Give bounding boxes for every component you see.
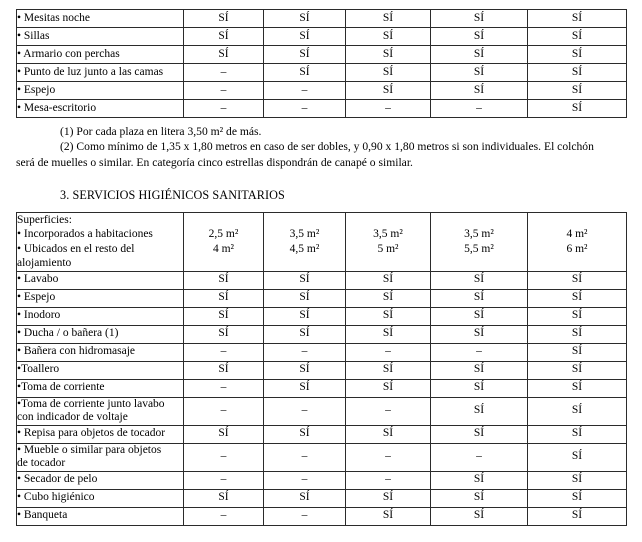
- row-label-line2: con indicador de voltaje: [17, 411, 128, 424]
- surface-incorporated-value: 3,5 m²: [464, 228, 494, 241]
- row-label: •Toallero: [17, 361, 184, 379]
- row-label: • Ducha / o bañera (1): [17, 325, 184, 343]
- surface-incorporated-value: 3,5 m²: [289, 228, 320, 241]
- surface-incorporated-value: 3,5 m²: [373, 228, 403, 241]
- row-value: SÍ: [184, 10, 264, 28]
- row-value: SÍ: [346, 307, 431, 325]
- row-value: –: [346, 471, 431, 489]
- row-value: SÍ: [431, 307, 528, 325]
- surface-elsewhere-value: 4 m²: [212, 242, 235, 255]
- row-value: SÍ: [528, 379, 627, 397]
- row-value: SÍ: [184, 489, 264, 507]
- row-value: –: [184, 507, 264, 525]
- row-value: SÍ: [431, 425, 528, 443]
- row-label: • Sillas: [17, 28, 184, 46]
- table-row: [17, 307, 627, 325]
- row-label: • Cubo higiénico: [17, 489, 184, 507]
- row-value: SÍ: [431, 507, 528, 525]
- row-value: –: [264, 397, 346, 425]
- row-value: SÍ: [528, 361, 627, 379]
- row-value: SÍ: [346, 289, 431, 307]
- row-value: –: [346, 443, 431, 471]
- table-row: [17, 46, 627, 64]
- row-label: • Secador de pelo: [17, 471, 184, 489]
- row-value: SÍ: [264, 325, 346, 343]
- surfaces-value-cell: [528, 213, 627, 272]
- footnote-2-line1: (2) Como mínimo de 1,35 x 1,80 metros en caso de ser dobles, y 0,90 x 1,80 metros si son individuales. El colchón: [60, 140, 594, 154]
- row-value: –: [431, 100, 528, 118]
- row-label: • Bañera con hidromasaje: [17, 343, 184, 361]
- table-row: [17, 507, 627, 525]
- table-row: [17, 471, 627, 489]
- row-value: SÍ: [528, 46, 627, 64]
- row-value: SÍ: [264, 271, 346, 289]
- surface-elsewhere-value: 6 m²: [566, 242, 588, 255]
- row-value: SÍ: [264, 489, 346, 507]
- row-value: –: [431, 443, 528, 471]
- row-value: –: [184, 379, 264, 397]
- surfaces-value-cell: [346, 213, 431, 272]
- row-value: SÍ: [431, 397, 528, 425]
- row-value: SÍ: [264, 289, 346, 307]
- surface-elsewhere-value: 4,5 m²: [289, 242, 320, 255]
- row-value: –: [184, 100, 264, 118]
- furniture-table-body: [17, 10, 627, 118]
- row-label-line2: de tocador: [17, 457, 66, 470]
- row-value: –: [346, 343, 431, 361]
- row-value: SÍ: [264, 425, 346, 443]
- row-label: •Toma de corriente: [17, 379, 184, 397]
- row-value: SÍ: [264, 64, 346, 82]
- surfaces-sublabel-elsewhere: • Ubicados en el resto del: [17, 242, 135, 255]
- table-row: [17, 100, 627, 118]
- table-row: [17, 325, 627, 343]
- surface-incorporated-value: 2,5 m²: [208, 228, 239, 241]
- row-value: SÍ: [346, 46, 431, 64]
- footnote-2-line2: será de muelles o similar. En categoría cinco estrellas dispondrán de canapé o similar.: [16, 155, 413, 169]
- row-value: SÍ: [431, 471, 528, 489]
- row-label: [17, 397, 184, 425]
- row-value: –: [264, 471, 346, 489]
- surface-elsewhere-value: 5,5 m²: [464, 242, 494, 255]
- row-value: SÍ: [184, 361, 264, 379]
- row-value: SÍ: [431, 82, 528, 100]
- row-label: • Espejo: [17, 82, 184, 100]
- row-value: SÍ: [431, 28, 528, 46]
- surfaces-title: Superficies:: [17, 214, 72, 226]
- row-value: SÍ: [346, 489, 431, 507]
- row-value: SÍ: [346, 507, 431, 525]
- row-value: SÍ: [184, 425, 264, 443]
- row-value: SÍ: [528, 471, 627, 489]
- row-value: SÍ: [431, 489, 528, 507]
- footnote-1: (1) Por cada plaza en litera 3,50 m² de más.: [60, 125, 262, 138]
- row-value: SÍ: [184, 28, 264, 46]
- row-value: SÍ: [264, 28, 346, 46]
- table-row: [17, 289, 627, 307]
- furniture-requirements-table: [16, 9, 627, 118]
- row-value: –: [431, 343, 528, 361]
- row-value: –: [264, 82, 346, 100]
- row-value: –: [184, 397, 264, 425]
- table-row: [17, 82, 627, 100]
- row-label: • Repisa para objetos de tocador: [17, 425, 184, 443]
- row-value: SÍ: [346, 379, 431, 397]
- surface-elsewhere-value: 5 m²: [377, 242, 399, 255]
- row-value: SÍ: [431, 325, 528, 343]
- row-value: SÍ: [528, 443, 627, 471]
- row-value: SÍ: [528, 397, 627, 425]
- row-label-line1: • Mueble o similar para objetos: [17, 443, 162, 456]
- row-value: SÍ: [431, 379, 528, 397]
- row-value: SÍ: [346, 64, 431, 82]
- table-row: [17, 361, 627, 379]
- surfaces-sublabel-incorporated: • Incorporados a habitaciones: [17, 228, 153, 241]
- row-value: SÍ: [346, 425, 431, 443]
- row-label: • Mesa-escritorio: [17, 100, 184, 118]
- row-value: SÍ: [346, 28, 431, 46]
- row-value: SÍ: [528, 271, 627, 289]
- row-label: • Lavabo: [17, 271, 184, 289]
- row-value: SÍ: [431, 289, 528, 307]
- sanitary-requirements-table: [16, 212, 627, 526]
- row-value: SÍ: [264, 307, 346, 325]
- row-label-line1: •Toma de corriente junto lavabo: [17, 397, 165, 410]
- row-value: SÍ: [528, 425, 627, 443]
- surfaces-value-cell: [264, 213, 346, 272]
- row-label: • Punto de luz junto a las camas: [17, 64, 184, 82]
- row-value: SÍ: [184, 271, 264, 289]
- table-row: [17, 379, 627, 397]
- surfaces-label-cell: [17, 213, 184, 272]
- row-value: –: [184, 82, 264, 100]
- section-heading: 3. SERVICIOS HIGIÉNICOS SANITARIOS: [60, 188, 285, 202]
- row-value: SÍ: [528, 343, 627, 361]
- row-value: SÍ: [184, 325, 264, 343]
- row-value: SÍ: [346, 361, 431, 379]
- sanitary-table-body: [17, 213, 627, 526]
- row-value: SÍ: [528, 28, 627, 46]
- row-value: SÍ: [346, 82, 431, 100]
- row-value: SÍ: [431, 64, 528, 82]
- surface-incorporated-value: 4 m²: [566, 228, 588, 241]
- table-row: [17, 397, 627, 425]
- row-value: SÍ: [528, 10, 627, 28]
- row-value: –: [346, 100, 431, 118]
- row-value: –: [184, 443, 264, 471]
- table-row: [17, 489, 627, 507]
- row-value: SÍ: [431, 46, 528, 64]
- row-label: • Banqueta: [17, 507, 184, 525]
- row-value: SÍ: [264, 10, 346, 28]
- table-row: [17, 28, 627, 46]
- row-value: SÍ: [528, 100, 627, 118]
- row-value: SÍ: [264, 46, 346, 64]
- table-row: [17, 443, 627, 471]
- row-label: • Mesitas noche: [17, 10, 184, 28]
- row-value: SÍ: [346, 10, 431, 28]
- row-value: SÍ: [528, 289, 627, 307]
- row-value: SÍ: [264, 361, 346, 379]
- row-value: –: [346, 397, 431, 425]
- row-value: SÍ: [264, 379, 346, 397]
- row-value: SÍ: [184, 289, 264, 307]
- row-value: SÍ: [528, 489, 627, 507]
- row-label: • Inodoro: [17, 307, 184, 325]
- row-value: SÍ: [528, 82, 627, 100]
- row-value: –: [264, 343, 346, 361]
- row-value: –: [184, 471, 264, 489]
- row-value: SÍ: [184, 46, 264, 64]
- row-value: SÍ: [528, 325, 627, 343]
- surfaces-sublabel-elsewhere-cont: alojamiento: [17, 257, 72, 270]
- row-value: –: [184, 343, 264, 361]
- row-value: –: [264, 443, 346, 471]
- row-value: SÍ: [431, 271, 528, 289]
- row-label: • Armario con perchas: [17, 46, 184, 64]
- table-row: [17, 64, 627, 82]
- row-label: [17, 443, 184, 471]
- row-value: –: [264, 100, 346, 118]
- row-value: –: [184, 64, 264, 82]
- row-value: SÍ: [346, 271, 431, 289]
- table-row: [17, 271, 627, 289]
- row-value: SÍ: [431, 361, 528, 379]
- row-value: –: [264, 507, 346, 525]
- surfaces-header-row: [17, 213, 627, 272]
- row-value: SÍ: [528, 307, 627, 325]
- table-row: [17, 343, 627, 361]
- row-value: SÍ: [528, 64, 627, 82]
- surfaces-value-cell: [431, 213, 528, 272]
- table-row: [17, 425, 627, 443]
- row-value: SÍ: [346, 325, 431, 343]
- footnotes: [16, 124, 628, 170]
- row-value: SÍ: [184, 307, 264, 325]
- row-label: • Espejo: [17, 289, 184, 307]
- surfaces-value-cell: [184, 213, 264, 272]
- row-value: SÍ: [431, 10, 528, 28]
- table-row: [17, 10, 627, 28]
- row-value: SÍ: [528, 507, 627, 525]
